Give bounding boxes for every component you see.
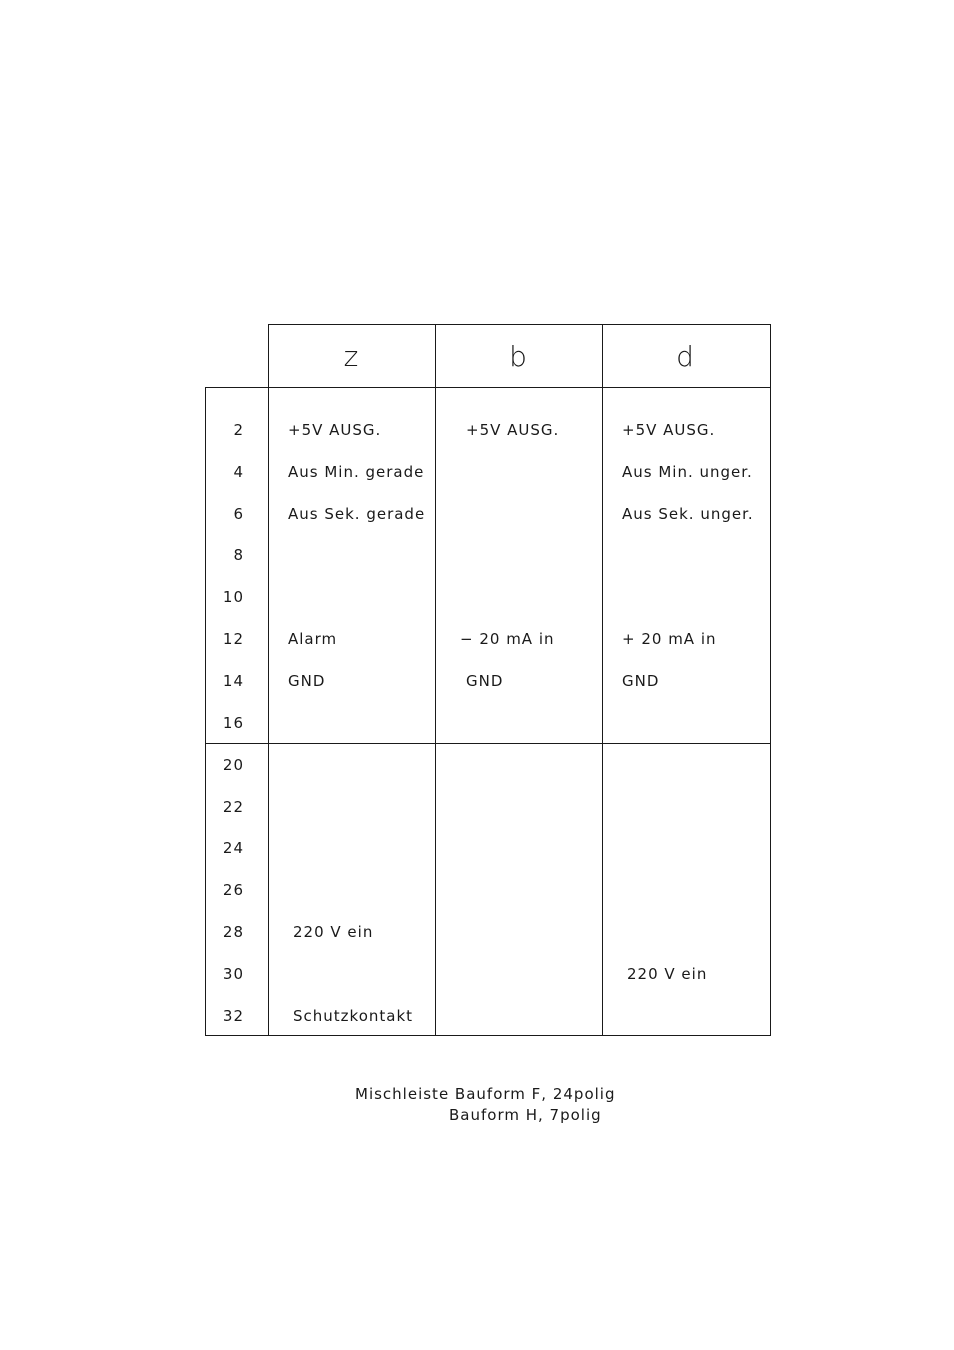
cell-d: Aus Min. unger. [622, 463, 753, 481]
pin-number: 24 [222, 839, 244, 857]
cell-d: Aus Sek. unger. [622, 505, 754, 523]
caption-line-1: Mischleiste Bauform F, 24polig [355, 1085, 616, 1103]
cell-z: Alarm [288, 630, 338, 648]
column-b-divider [602, 324, 603, 1036]
pin-column-divider [268, 324, 269, 1036]
caption-line-2: Bauform H, 7polig [449, 1106, 602, 1124]
table-right-border [770, 324, 771, 1036]
pin-number: 12 [222, 630, 244, 648]
table-bottom-border [205, 1035, 771, 1036]
column-header-d: d [676, 339, 695, 373]
pin-number: 8 [233, 546, 244, 564]
pin-number: 32 [222, 1007, 244, 1025]
pin-number: 26 [222, 881, 244, 899]
pin-number: 22 [222, 798, 244, 816]
pin-number: 2 [233, 421, 244, 439]
cell-b: +5V AUSG. [466, 421, 560, 439]
column-header-z: z [343, 339, 360, 373]
pin-number: 16 [222, 714, 244, 732]
cell-d: +5V AUSG. [622, 421, 716, 439]
cell-z: Schutzkontakt [293, 1007, 414, 1025]
cell-d: 220 V ein [627, 965, 708, 983]
cell-z: +5V AUSG. [288, 421, 382, 439]
pin-number: 4 [233, 463, 244, 481]
cell-b: GND [466, 672, 504, 690]
header-bottom-border [205, 387, 771, 388]
pin-number: 28 [222, 923, 244, 941]
pin-number: 14 [222, 672, 244, 690]
column-z-divider [435, 324, 436, 1036]
pin-number: 20 [222, 756, 244, 774]
pin-number: 6 [233, 505, 244, 523]
cell-d: GND [622, 672, 660, 690]
pin-number: 10 [222, 588, 244, 606]
cell-d: + 20 mA in [622, 630, 717, 648]
cell-z: 220 V ein [293, 923, 374, 941]
cell-b: − 20 mA in [460, 630, 555, 648]
cell-z: Aus Min. gerade [288, 463, 425, 481]
section-divider [205, 743, 771, 744]
cell-z: GND [288, 672, 326, 690]
cell-z: Aus Sek. gerade [288, 505, 426, 523]
pin-number: 30 [222, 965, 244, 983]
column-header-b: b [509, 339, 528, 373]
